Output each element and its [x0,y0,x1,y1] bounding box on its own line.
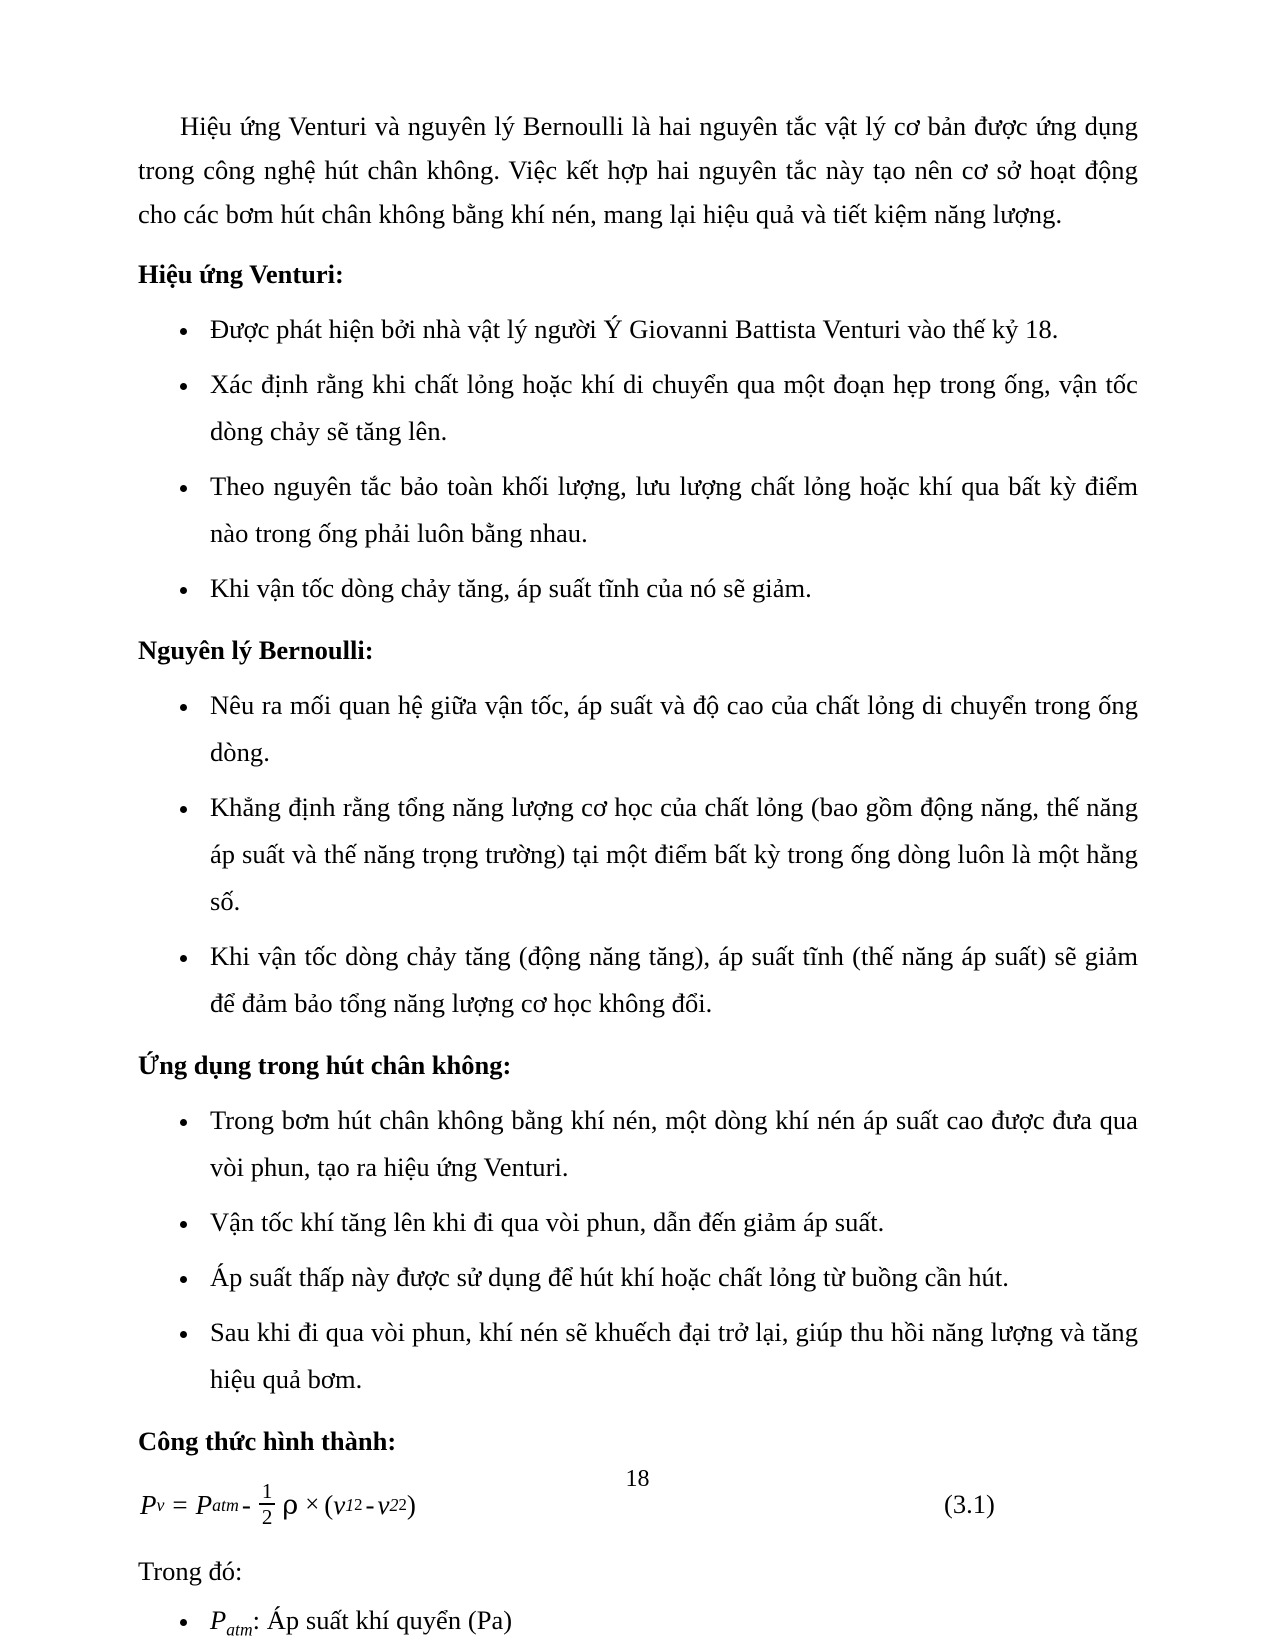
page-content [138,104,1138,1650]
equation-close-paren: ) [406,1489,416,1520]
list-item: Áp suất thấp này được sử dụng để hút khí hoặc chất lỏng từ buồng cần hút. [138,1254,1138,1301]
list-item: Khi vận tốc dòng chảy tăng (động năng tăng), áp suất tĩnh (thế năng áp suất) sẽ giảm để đảm bảo tổng năng lượng cơ học không đổi. [138,933,1138,1027]
bullet-list-bernoulli [138,682,1138,1027]
section-heading-application: Ứng dụng trong hút chân không: [138,1050,512,1080]
equation-times-operator: × [305,1491,320,1519]
equation-inner-minus: - [365,1489,375,1520]
list-item: Khẳng định rằng tổng năng lượng cơ học của chất lỏng (bao gồm động năng, thế năng áp suất và thế năng trọng trường) tại một điểm bất kỳ trong ống dòng luôn là một hằng số. [138,784,1138,925]
equation-v2-symbol: v [377,1489,390,1520]
intro-paragraph: Hiệu ứng Venturi và nguyên lý Bernoulli là hai nguyên tắc vật lý cơ bản được ứng dụng trong công nghệ hút chân không. Việc kết hợp hai nguyên tắc này tạo nên cơ sở hoạt động cho các bơm hút chân không bằng khí nén, mang lại hiệu quả và tiết kiệm năng lượng. [138,111,1138,229]
variable-description: : Áp suất khí quyển (Pa) [252,1605,513,1635]
list-item: Vận tốc khí tăng lên khi đi qua vòi phun, dẫn đến giảm áp suất. [138,1199,1138,1246]
equation-open-paren: ( [324,1489,334,1520]
equation-term1-symbol: P [195,1489,213,1520]
list-item: Xác định rằng khi chất lỏng hoặc khí di chuyển qua một đoạn hẹp trong ống, vận tốc dòng chảy sẽ tăng lên. [138,361,1138,455]
list-item: Sau khi đi qua vòi phun, khí nén sẽ khuếch đại trở lại, giúp thu hồi năng lượng và tăng hiệu quả bơm. [138,1309,1138,1403]
where-label: Trong đó: [138,1556,243,1586]
bullet-list-application [138,1097,1138,1403]
equation-term1-subscript: atm [212,1494,239,1515]
equation-v2-subscript: 2 [389,1494,399,1515]
fraction-denominator: 2 [261,1505,273,1530]
equation-v2-exponent: 2 [398,1495,407,1515]
equation-lhs-symbol: P [140,1489,157,1520]
list-item [138,1597,1138,1650]
variable-subscript: atm [226,1619,253,1640]
equation-v1-exponent: 2 [354,1495,363,1515]
list-item: Được phát hiện bởi nhà vật lý người Ý Giovanni Battista Venturi vào thế kỷ 18. [138,306,1138,353]
section-heading-formula: Công thức hình thành: [138,1426,397,1456]
section-heading-bernoulli: Nguyên lý Bernoulli: [138,635,374,665]
list-item: Nêu ra mối quan hệ giữa vận tốc, áp suất và độ cao của chất lỏng di chuyển trong ống dòng. [138,682,1138,776]
list-item: Trong bơm hút chân không bằng khí nén, một dòng khí nén áp suất cao được đưa qua vòi phun, tạo ra hiệu ứng Venturi. [138,1097,1138,1191]
variable-symbol: P [210,1605,227,1635]
bullet-list-variables [138,1597,1138,1650]
list-item: Theo nguyên tắc bảo toàn khối lượng, lưu lượng chất lỏng hoặc khí qua bất kỳ điểm nào trong ống phải luôn bằng nhau. [138,463,1138,557]
equation-density-symbol: ρ [282,1489,299,1521]
equation-equals: = [172,1489,188,1520]
equation-minus-operator: - [241,1489,251,1520]
equation-v1-symbol: v [333,1489,346,1520]
section-heading-venturi: Hiệu ứng Venturi: [138,259,344,289]
page-number: 18 [625,1466,650,1492]
list-item: Khi vận tốc dòng chảy tăng, áp suất tĩnh của nó sẽ giảm. [138,565,1138,612]
equation-lhs-subscript: v [156,1494,165,1515]
fraction-numerator: 1 [261,1479,273,1503]
equation-v1-subscript: 1 [345,1494,355,1515]
equation-number: (3.1) [944,1489,995,1519]
bullet-list-venturi [138,306,1138,612]
